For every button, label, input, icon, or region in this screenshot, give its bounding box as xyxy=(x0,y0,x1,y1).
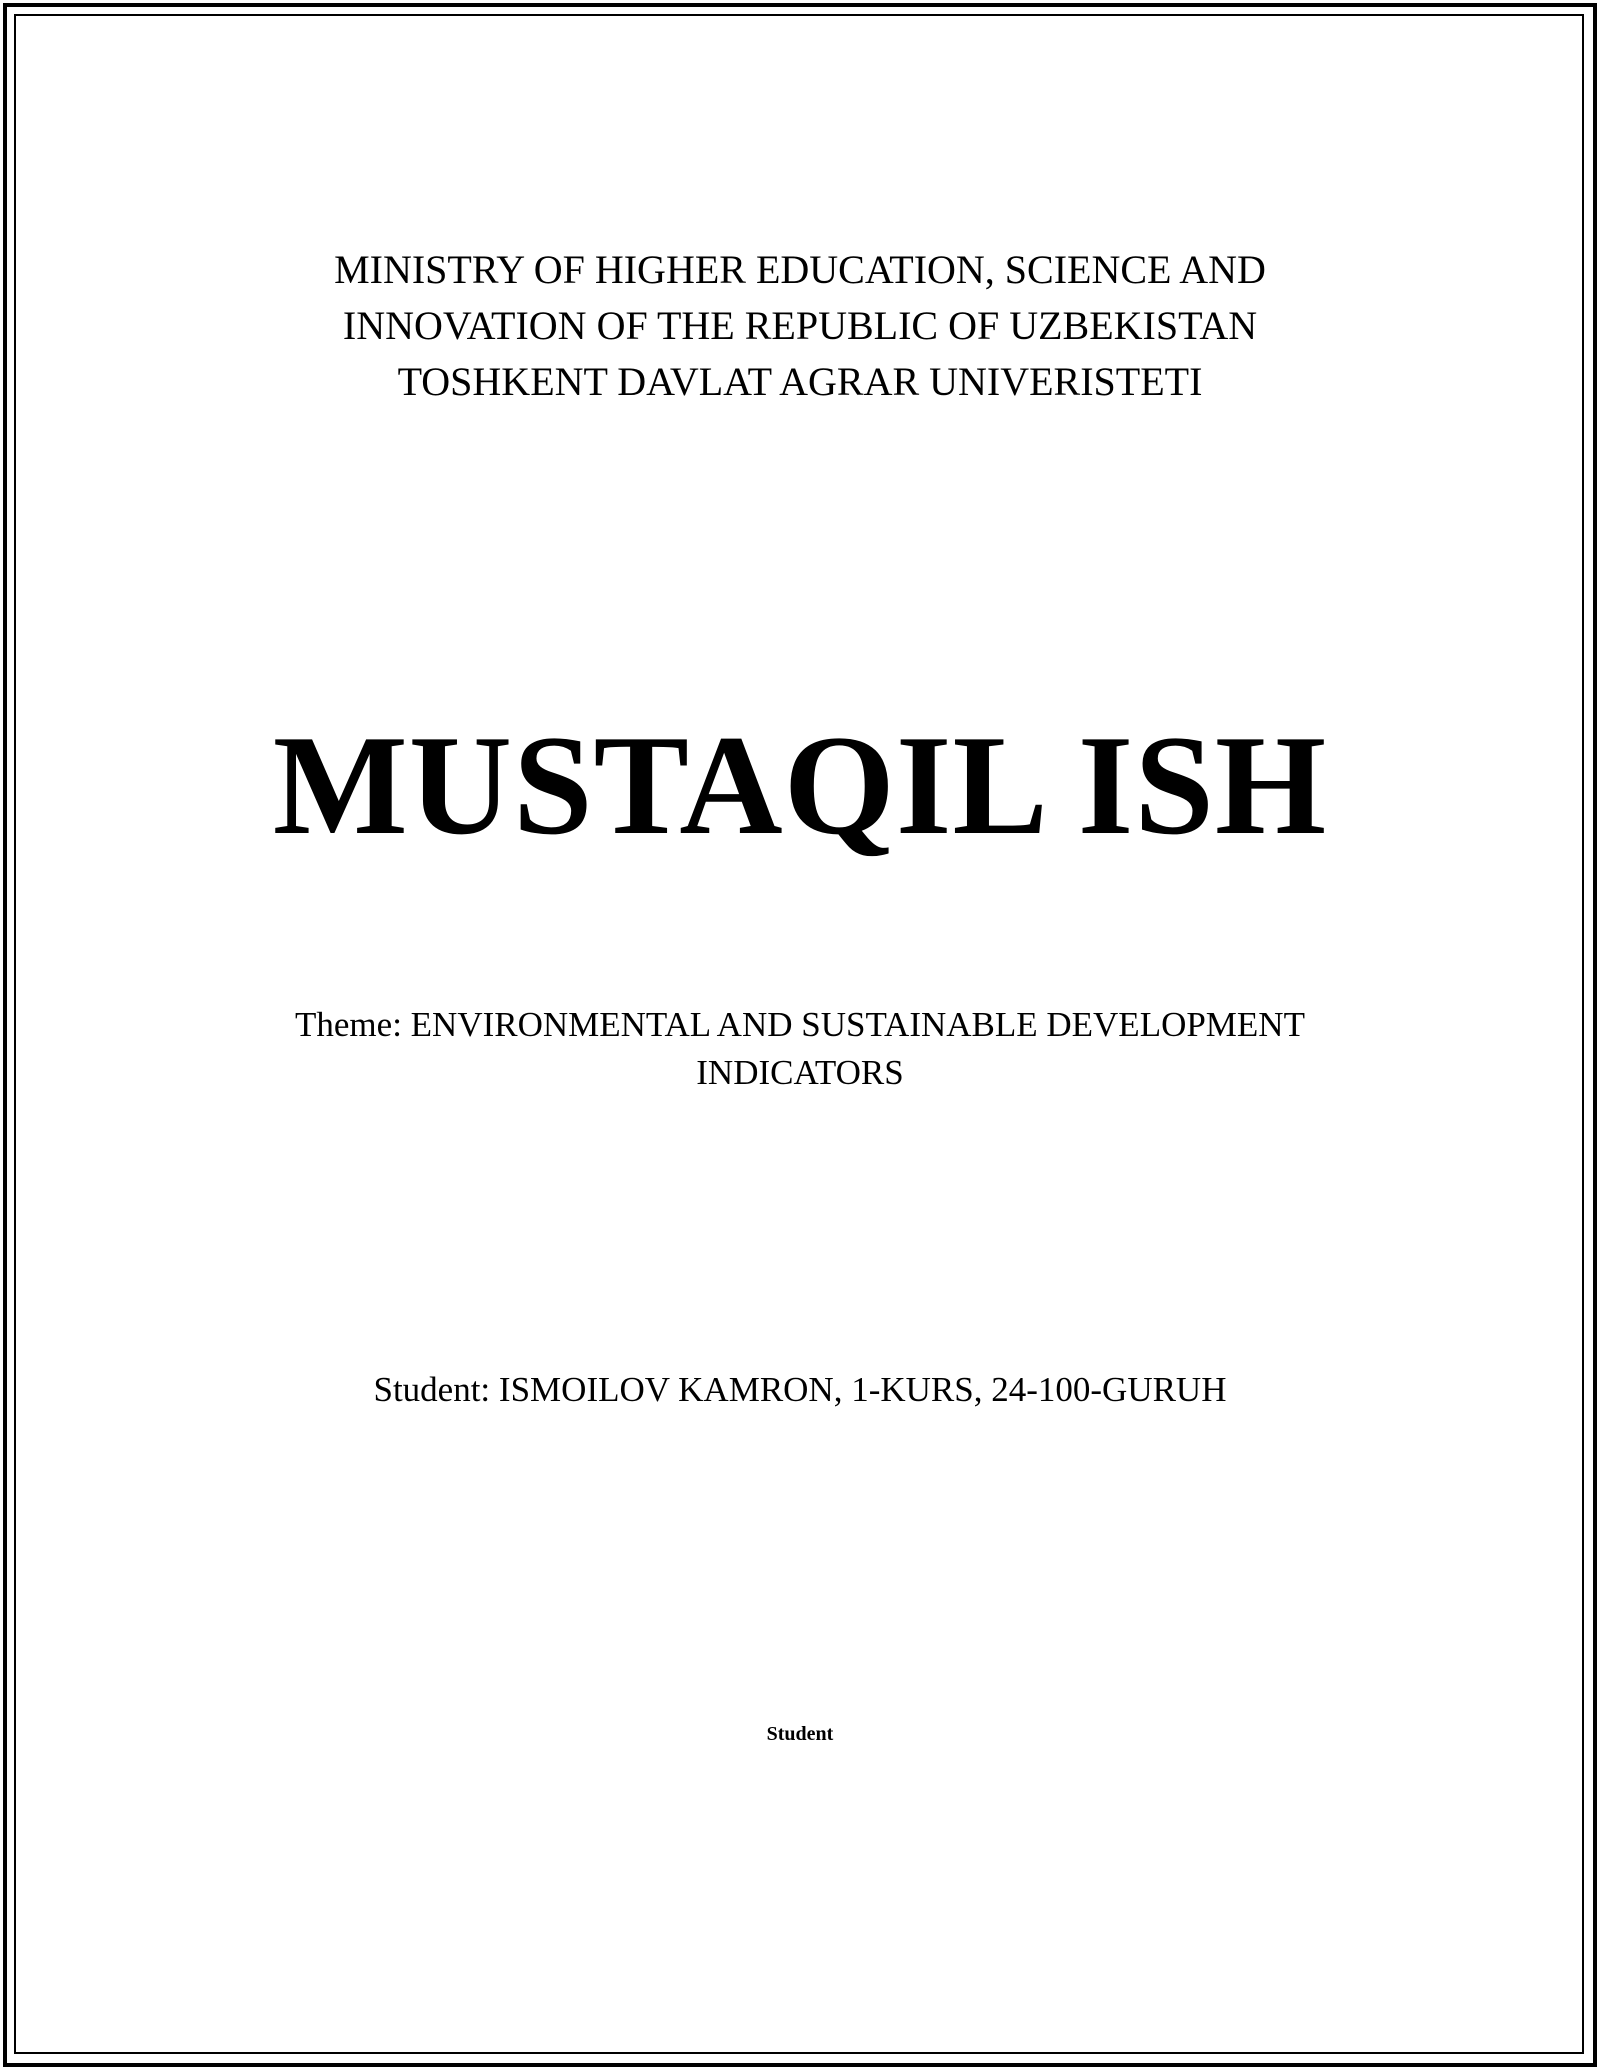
header-line-3: TOSHKENT DAVLAT AGRAR UNIVERISTETI xyxy=(397,359,1203,404)
theme-line-1 xyxy=(0,1001,1600,1049)
document-title: MUSTAQIL ISH xyxy=(272,706,1328,864)
theme-value-line-2: INDICATORS xyxy=(696,1053,904,1092)
student-value: ISMOILOV KAMRON, 1-KURS, 24-100-GURUH xyxy=(498,1370,1227,1409)
student-label: Student: xyxy=(373,1370,499,1409)
theme-label: Theme: xyxy=(295,1005,411,1044)
signature-label: Student xyxy=(766,1723,834,1745)
header-line-1: MINISTRY OF HIGHER EDUCATION, SCIENCE AND xyxy=(334,247,1266,292)
header-line-2: INNOVATION OF THE REPUBLIC OF UZBEKISTAN xyxy=(342,303,1258,348)
theme-value-line-1: ENVIRONMENTAL AND SUSTAINABLE DEVELOPMENT xyxy=(410,1005,1305,1044)
institution-header xyxy=(0,242,1600,410)
student-info xyxy=(0,1366,1600,1414)
theme-block xyxy=(0,1001,1600,1097)
